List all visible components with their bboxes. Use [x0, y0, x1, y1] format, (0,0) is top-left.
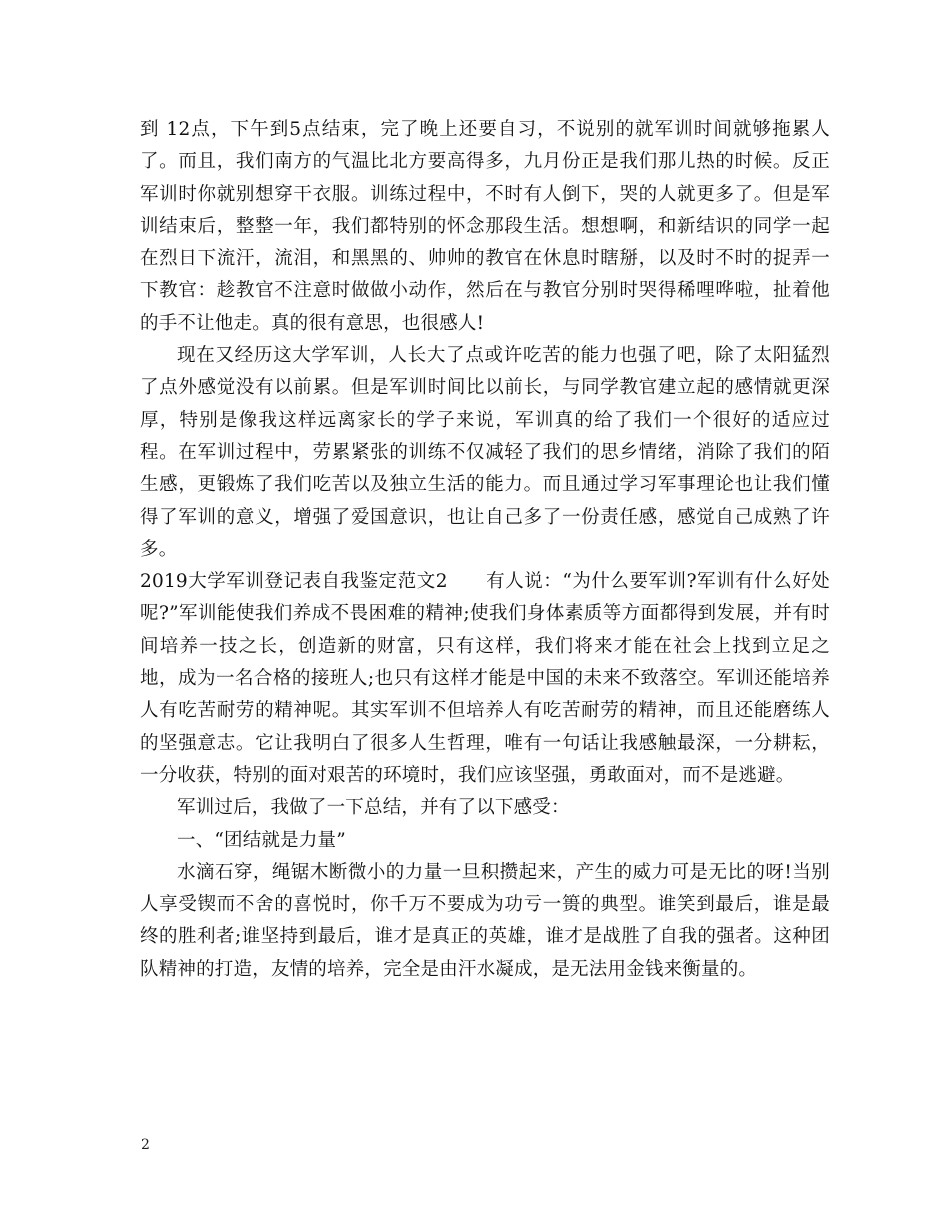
paragraph-2: 现在又经历这大学军训，人长大了点或许吃苦的能力也强了吧，除了太阳猛烈了点外感觉没有以前累。但是军训时间比以前长，与同学教官建立起的感情就更深厚，特别是像我这样远离家长的学子来说，军训真的给了我们一个很好的适应过程。在军训过程中，劳累紧张的训练不仅减轻了我们的思乡情绪，消除了我们的陌生感，更锻炼了我们吃苦以及独立生活的能力。而且通过学习军事理论也让我们懂得了军训的意义，增强了爱国意识，也让自己多了一份责任感，感觉自己成熟了许多。: [140, 345, 830, 560]
paragraph-1: 到 12点，下午到5点结束，完了晚上还要自习，不说别的就军训时间就够拖累人了。而且，我们南方的气温比北方要高得多，九月份正是我们那儿热的时候。反正军训时你就别想穿干衣服。训练过程中，不时有人倒下，哭的人就更多了。但是军训结束后，整整一年，我们都特别的怀念那段生活。想想啊，和新结识的同学一起在烈日下流汗，流泪，和黑黑的、帅帅的教官在休息时瞎掰，以及时不时的捉弄一下教官：趁教官不注意时做做小动作，然后在与教官分别时哭得稀哩哗啦，扯着他的手不让他走。真的很有意思，也很感人!: [140, 119, 830, 334]
paragraph-4: 军训过后，我做了一下总结，并有了以下感受：: [177, 797, 570, 819]
document-body: [140, 114, 830, 986]
paragraph-3: 2019大学军训登记表自我鉴定范文2 有人说：“为什么要军训?军训有什么好处呢?”军训能使我们养成不畏困难的精神;使我们身体素质等方面都得到发展，并有时间培养一技之长，创造新的财富，只有这样，我们将来才能在社会上找到立足之地，成为一名合格的接班人;也只有这样才能是中国的未来不致落空。军训还能培养人有吃苦耐劳的精神呢。其实军训不但培养人有吃苦耐劳的精神，而且还能磨练人的坚强意志。它让我明白了很多人生哲理，唯有一句话让我感触最深，一分耕耘，一分收获，特别的面对艰苦的环境时，我们应该坚强，勇敢面对，而不是逃避。: [140, 571, 830, 786]
section-heading-unity: 一、“团结就是力量”: [177, 829, 346, 851]
paragraph-6: 水滴石穿，绳锯木断微小的力量一旦积攒起来，产生的威力可是无比的呀!当别人享受锲而不舍的喜悦时，你千万不要成为功亏一篑的典型。谁笑到最后，谁是最终的胜利者;谁坚持到最后，谁才是真正的英雄，谁才是战胜了自我的强者。这种团队精神的打造，友情的培养，完全是由汗水凝成，是无法用金钱来衡量的。: [140, 861, 830, 980]
page-number: 2: [141, 1137, 150, 1153]
